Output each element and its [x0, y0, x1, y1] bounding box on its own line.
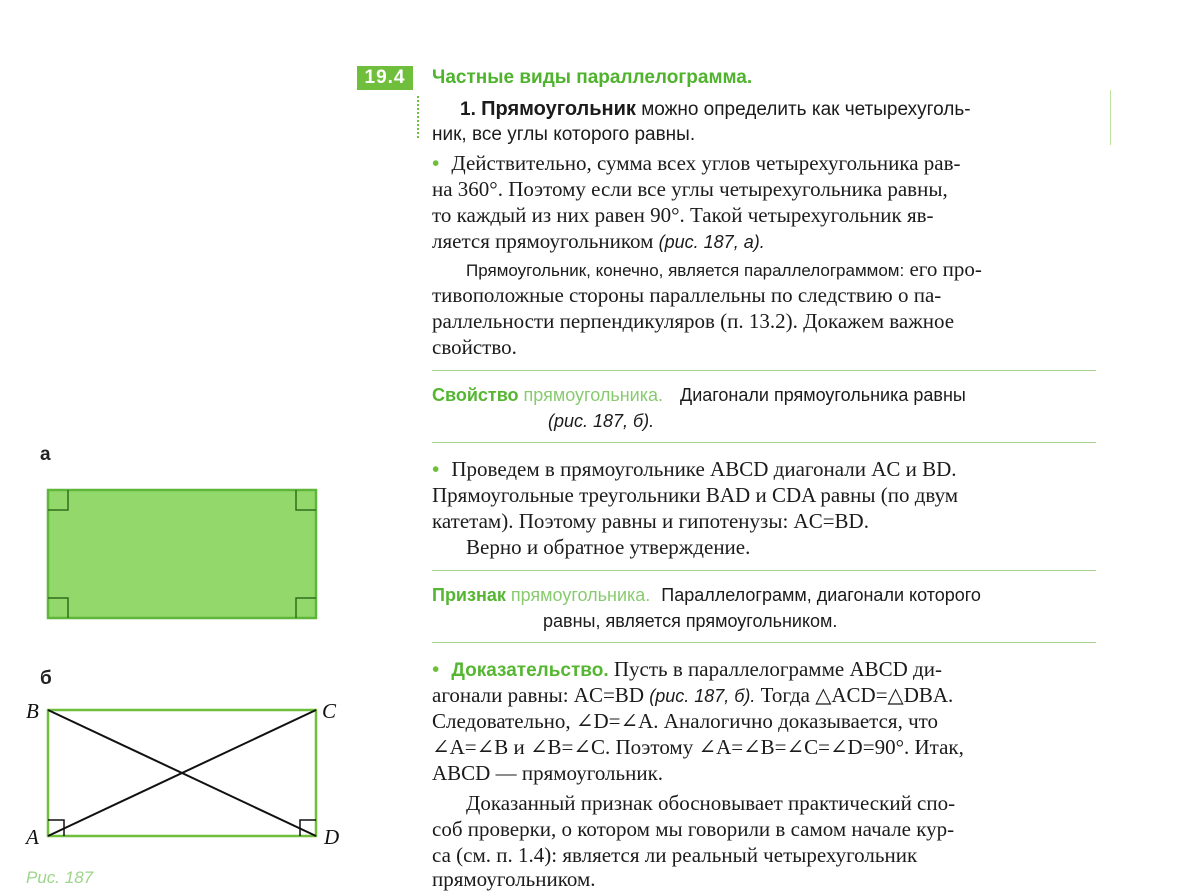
para3-line-1: [432, 456, 957, 482]
property-label-light: прямоугольника.: [518, 385, 663, 405]
para4-line-4: прямоугольником.: [432, 867, 596, 891]
para2-line-3: раллельности перпендикуляров (п. 13.2). Докажем важное: [432, 309, 955, 333]
para2-sans: Прямоугольник, конечно, является параллелограммом:: [466, 261, 905, 280]
sign-line-2: равны, является прямоугольником.: [543, 611, 838, 631]
para1-line-4: [432, 228, 765, 255]
proof-label: Доказательство.: [451, 660, 609, 681]
figure-label-a: а: [40, 444, 51, 465]
proof-text-1: Пусть в параллелограмме ABCD ди-: [608, 657, 942, 681]
sign-label-light: прямоугольника.: [505, 585, 651, 605]
para2-line-1: [466, 256, 982, 284]
figure-ref: (рис. 187, а).: [658, 232, 765, 252]
para2-serif: его про-: [904, 257, 982, 281]
property-line-1: [432, 382, 966, 408]
margin-right-rule: [1110, 90, 1111, 145]
vertex-c: C: [322, 699, 337, 723]
definition-number: 1.: [460, 99, 476, 120]
proof-text-2a: агонали равны: AC=BD: [432, 683, 650, 707]
divider: [432, 570, 1096, 571]
proof-line-5: ABCD — прямоугольник.: [432, 761, 664, 785]
property-label: Свойство: [432, 385, 519, 405]
para4-line-2: соб проверки, о котором мы говорили в самом начале кур-: [432, 817, 955, 841]
proof-text-2b: Тогда △ACD=△DBA.: [755, 683, 954, 707]
vertex-b: B: [26, 699, 39, 723]
figure-187a-rectangle: [36, 478, 332, 628]
property-text-1: Диагонали прямоугольника равны: [680, 385, 966, 405]
definition-rest: можно определить как четырехуголь-: [635, 99, 971, 120]
para3-text-1: Проведем в прямоугольнике ABCD диагонали AC и BD.: [451, 457, 957, 481]
definition-term: Прямоугольник: [481, 98, 636, 120]
sign-text-1: Параллелограмм, диагонали которого: [661, 585, 981, 605]
figure-label-b: б: [40, 668, 52, 689]
proof-line-1: [432, 656, 942, 684]
para4-line-3: са (см. п. 1.4): является ли реальный четырехугольник: [432, 843, 918, 867]
vertex-d: D: [324, 825, 340, 849]
para1-line-1: [432, 150, 961, 176]
margin-dotted-rule: [417, 96, 419, 138]
sign-label: Признак: [432, 585, 506, 605]
figure-ref: (рис. 187, б).: [649, 686, 756, 706]
para2-line-2: тивоположные стороны параллельны по следствию о па-: [432, 283, 942, 307]
bullet-icon: •: [432, 657, 440, 681]
proof-line-2: [432, 682, 953, 709]
section-number-badge: 19.4: [357, 66, 413, 90]
para1-text-4: ляется прямоугольником: [432, 229, 659, 253]
proof-line-4: ∠A=∠B и ∠B=∠C. Поэтому ∠A=∠B=∠C=∠D=90°. Итак,: [432, 735, 964, 759]
vertex-a: A: [26, 825, 39, 849]
divider: [432, 442, 1096, 443]
section-title: Частные виды параллелограмма.: [432, 67, 753, 88]
divider: [432, 370, 1096, 371]
bullet-icon: •: [432, 457, 440, 481]
para4-line-1: Доказанный признак обосновывает практический спо-: [466, 791, 956, 815]
definition-line-2: ник, все углы которого равны.: [432, 124, 696, 145]
right-angle-marks: [48, 820, 316, 836]
para1-line-3: то каждый из них равен 90°. Такой четырехугольник яв-: [432, 203, 934, 227]
sign-line-1: [432, 582, 981, 608]
para3-line-2: Прямоугольные треугольники BAD и CDA равны (по двум: [432, 483, 959, 507]
proof-line-3: Следовательно, ∠D=∠A. Аналогично доказывается, что: [432, 709, 939, 733]
filled-rectangle: [48, 490, 316, 618]
figure-caption: Рис. 187: [26, 868, 94, 887]
property-line-2: (рис. 187, б).: [548, 411, 655, 431]
para1-text-1: Действительно, сумма всех углов четырехугольника рав-: [451, 151, 961, 175]
para1-line-2: на 360°. Поэтому если все углы четырехугольника равны,: [432, 177, 948, 201]
definition-line-1: [460, 96, 971, 123]
bullet-icon: •: [432, 151, 440, 175]
para3-line-3: катетам). Поэтому равны и гипотенузы: AC=BD.: [432, 509, 869, 533]
figure-187b-rectangle-diagonals: [20, 696, 360, 856]
para3-line-4: Верно и обратное утверждение.: [466, 535, 751, 559]
para2-line-4: свойство.: [432, 335, 517, 359]
divider: [432, 642, 1096, 643]
